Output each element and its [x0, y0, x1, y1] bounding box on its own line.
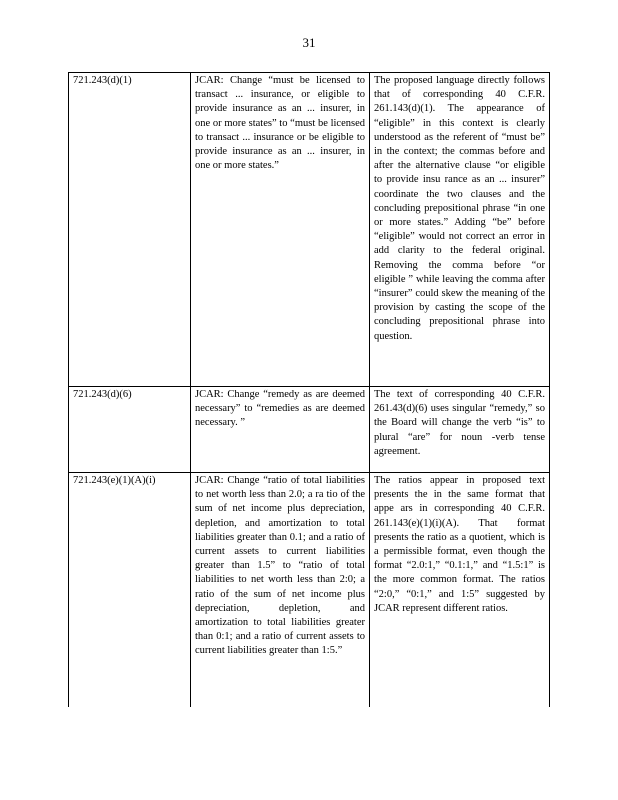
- section-cell: [69, 73, 191, 387]
- jcar-cell: [191, 387, 370, 473]
- board-response: The proposed language directly follows that of corresponding 40 C.F.R. 261.143(d)(1). The appearance of “eligible” in this context is clearly understood as the referent of “must be” in the context; the commas before and after the alternative clause “or eligible to provide insu rance as an ... insurer” coordinate the two clauses and the concluding prepositional phrase “in one or more states.” Adding “be” before “eligible” would not correct an error in add clarity to the federal original. Removing the comma before “or eligible ” while leaving the comma after “insurer” could skew the meaning of the provision by casting the scope of the concluding prepositional phrase into question.: [374, 75, 545, 342]
- page-number: 31: [302, 35, 316, 50]
- section-cell: [69, 387, 191, 473]
- jcar-comment: JCAR: Change “ratio of total liabilities to net worth less than 2.0; a ra tio of the sum of net income plus depreciation, depletion, and amortization to total liabilities greater than 0.1; and a ratio of current assets to current liabilities greater than 1.5” to “ratio of total liabilities to net worth less than 2:0; a ratio of the sum of net income plus depreciation, depletion, and amortization to total liabilities greater than 0:1; and a ratio of current assets to current liabilities greater than 1:5.”: [195, 475, 365, 657]
- jcar-comment: JCAR: Change “must be licensed to transact ... insurance, or eligible to provide insurance as an ... insurer, in one or more states” to “must be licensed to transact ... insurance or be eligible to provide insurance as an ... insurer, in one or more states.”: [195, 75, 365, 172]
- section-cell: [69, 473, 191, 707]
- section-citation: 721.243(d)(1): [73, 75, 132, 86]
- response-cell: [370, 73, 550, 387]
- table-row: [69, 387, 550, 473]
- response-cell: [370, 387, 550, 473]
- comments-table: [68, 72, 550, 707]
- section-citation: 721.243(d)(6): [73, 389, 132, 400]
- jcar-cell: [191, 73, 370, 387]
- table-row: [69, 73, 550, 387]
- response-cell: [370, 473, 550, 707]
- board-response: The ratios appear in proposed text presents the in the same format that appe ars in corresponding 40 C.F.R. 261.143(e)(1)(i)(A). That format presents the ratio as a quotient, which is a permissible format, even though the format “2.0:1,” “0.1:1,” and “1.5:1” is the more common format. The ratios “2:0,” “0:1,” and 1:5” suggested by JCAR represent different ratios.: [374, 475, 545, 614]
- board-response: The text of corresponding 40 C.F.R. 261.43(d)(6) uses singular “remedy,” so the Board will change the verb “is” to plural “are” for noun -verb tense agreement.: [374, 389, 545, 457]
- table-row: [69, 473, 550, 707]
- section-citation: 721.243(e)(1)(A)(i): [73, 475, 156, 486]
- jcar-comment: JCAR: Change “remedy as are deemed necessary” to “remedies as are deemed necessary. ”: [195, 389, 365, 429]
- jcar-cell: [191, 473, 370, 707]
